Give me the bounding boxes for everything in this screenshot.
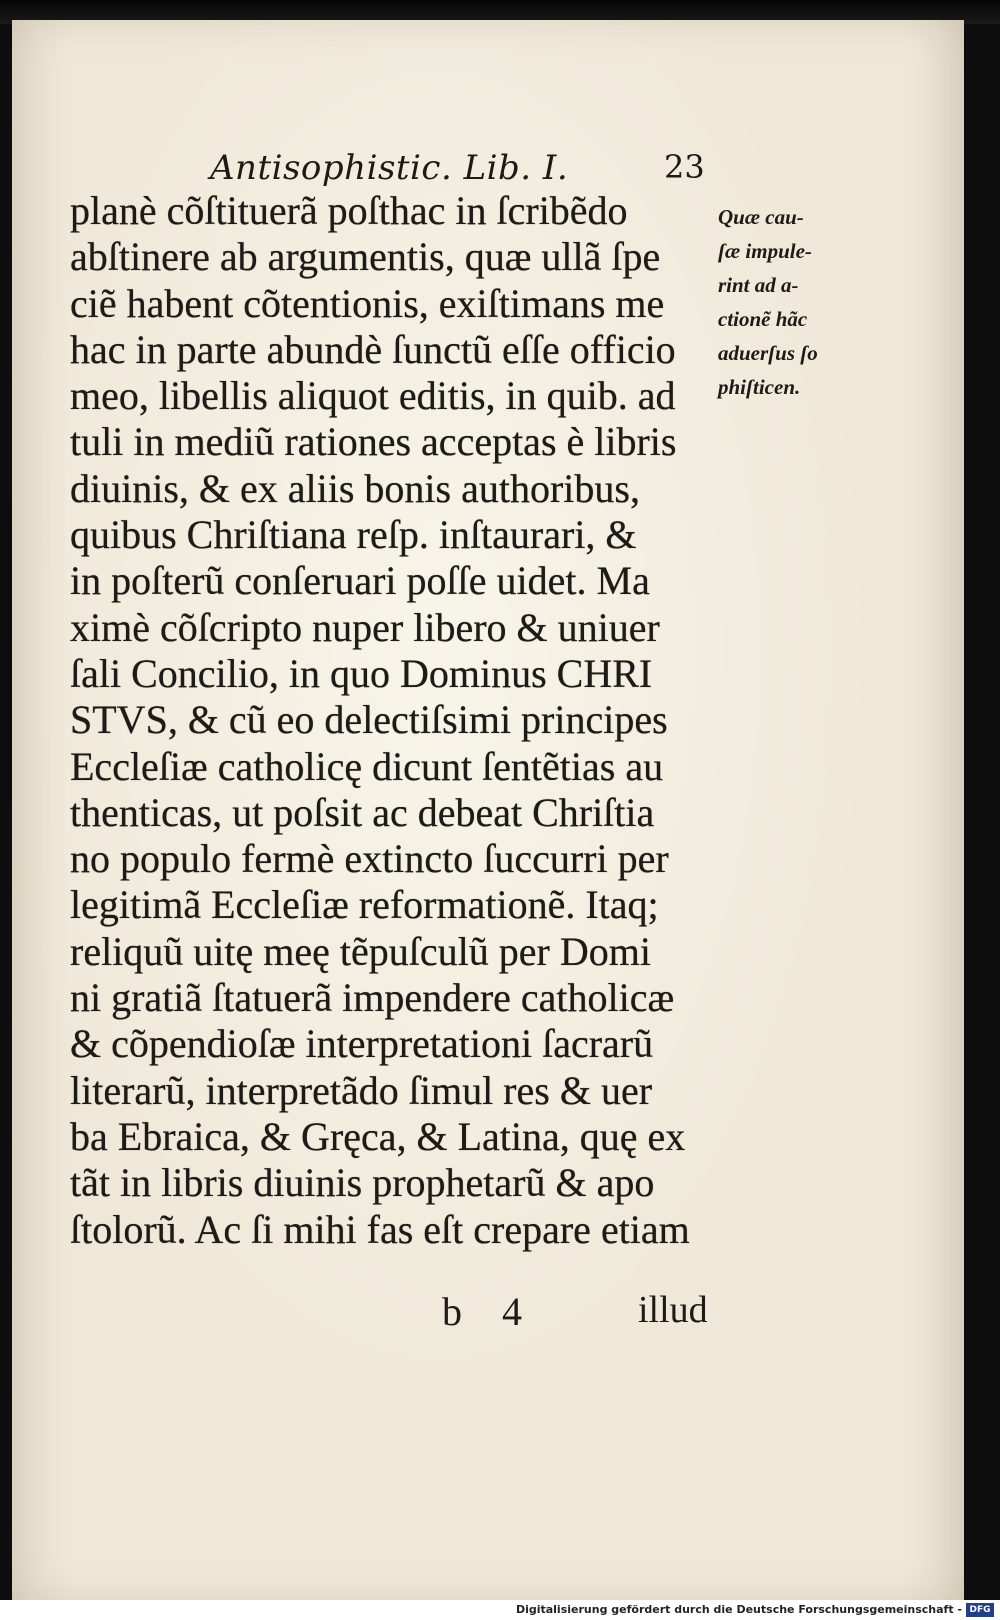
page-footer: [12, 1288, 964, 1334]
running-header: [12, 148, 964, 188]
text-line: tuli in mediũ rationes acceptas è libris: [70, 419, 677, 465]
text-line: diuinis, & ex aliis bonis authoribus,: [70, 465, 640, 511]
catchword: illud: [638, 1289, 708, 1331]
text-line: thenticas, ut poſsit ac debeat Chriſtia: [70, 789, 655, 835]
text-line: hac in parte abundè ſunctũ eſſe officio: [70, 326, 676, 372]
running-title: Antisophistic. Lib. I.: [210, 148, 569, 188]
marginal-note: [718, 200, 848, 404]
text-line: ba Ebraica, & Gręca, & Latina, quę ex: [70, 1113, 686, 1159]
text-line: & cõpendioſæ interpretationi ſacrarũ: [70, 1021, 654, 1067]
marginal-note-line: phiſticen.: [718, 375, 801, 399]
marginal-note-line: Quæ cau-: [718, 205, 804, 229]
folio-number: 23: [664, 148, 705, 186]
text-line: ſali Concilio, in quo Dominus CHRI: [70, 650, 653, 696]
text-line: no populo fermè extincto ſuccurri per: [70, 836, 669, 882]
text-line: quibus Chriſtiana reſp. inſtaurari, &: [70, 512, 637, 558]
text-line: ximè cõſcripto nuper libero & uniuer: [70, 604, 660, 650]
text-line: literarũ, interpretãdo ſimul res & uer: [70, 1067, 653, 1113]
text-line: abſtinere ab argumentis, quæ ullã ſpe: [70, 234, 661, 280]
text-line: ſtolorũ. Ac ſi mihi fas eſt crepare etiam: [70, 1206, 690, 1252]
marginal-note-line: rint ad a-: [718, 273, 799, 297]
text-line: legitimã Eccleſiæ reformationẽ. Itaq;: [70, 882, 659, 928]
text-line: reliquũ uitę meę tẽpuſculũ per Domi: [70, 928, 651, 974]
text-line: in poſterũ conſeruari poſſe uidet. Ma: [70, 558, 650, 604]
text-line: Eccleſiæ catholicę dicunt ſentẽtias au: [70, 743, 664, 789]
main-text-block: [70, 188, 710, 1253]
digitization-credit: Digitalisierung gefördert durch die Deutsche Forschungsgemeinschaft -: [515, 1603, 962, 1616]
marginal-note-line: aduerſus ſo: [718, 341, 818, 365]
text-line: ciẽ habent cõtentionis, exiſtimans me: [70, 280, 665, 326]
dfg-logo: DFG: [966, 1603, 994, 1617]
text-line: ni gratiã ſtatuerã impendere catholicæ: [70, 975, 675, 1021]
text-line: tãt in libris diuinis prophetarũ & apo: [70, 1160, 655, 1206]
marginal-note-line: ctionẽ hãc: [718, 307, 808, 331]
signature-mark: b 4: [442, 1289, 522, 1334]
text-line: planè cõſtituerã poſthac in ſcribẽdo: [70, 188, 628, 233]
text-line: STVS, & cũ eo delectiſsimi principes: [70, 697, 668, 743]
book-page: [12, 20, 964, 1600]
marginal-note-line: ſæ impule-: [718, 239, 812, 263]
text-line: meo, libellis aliquot editis, in quib. ad: [70, 373, 676, 419]
